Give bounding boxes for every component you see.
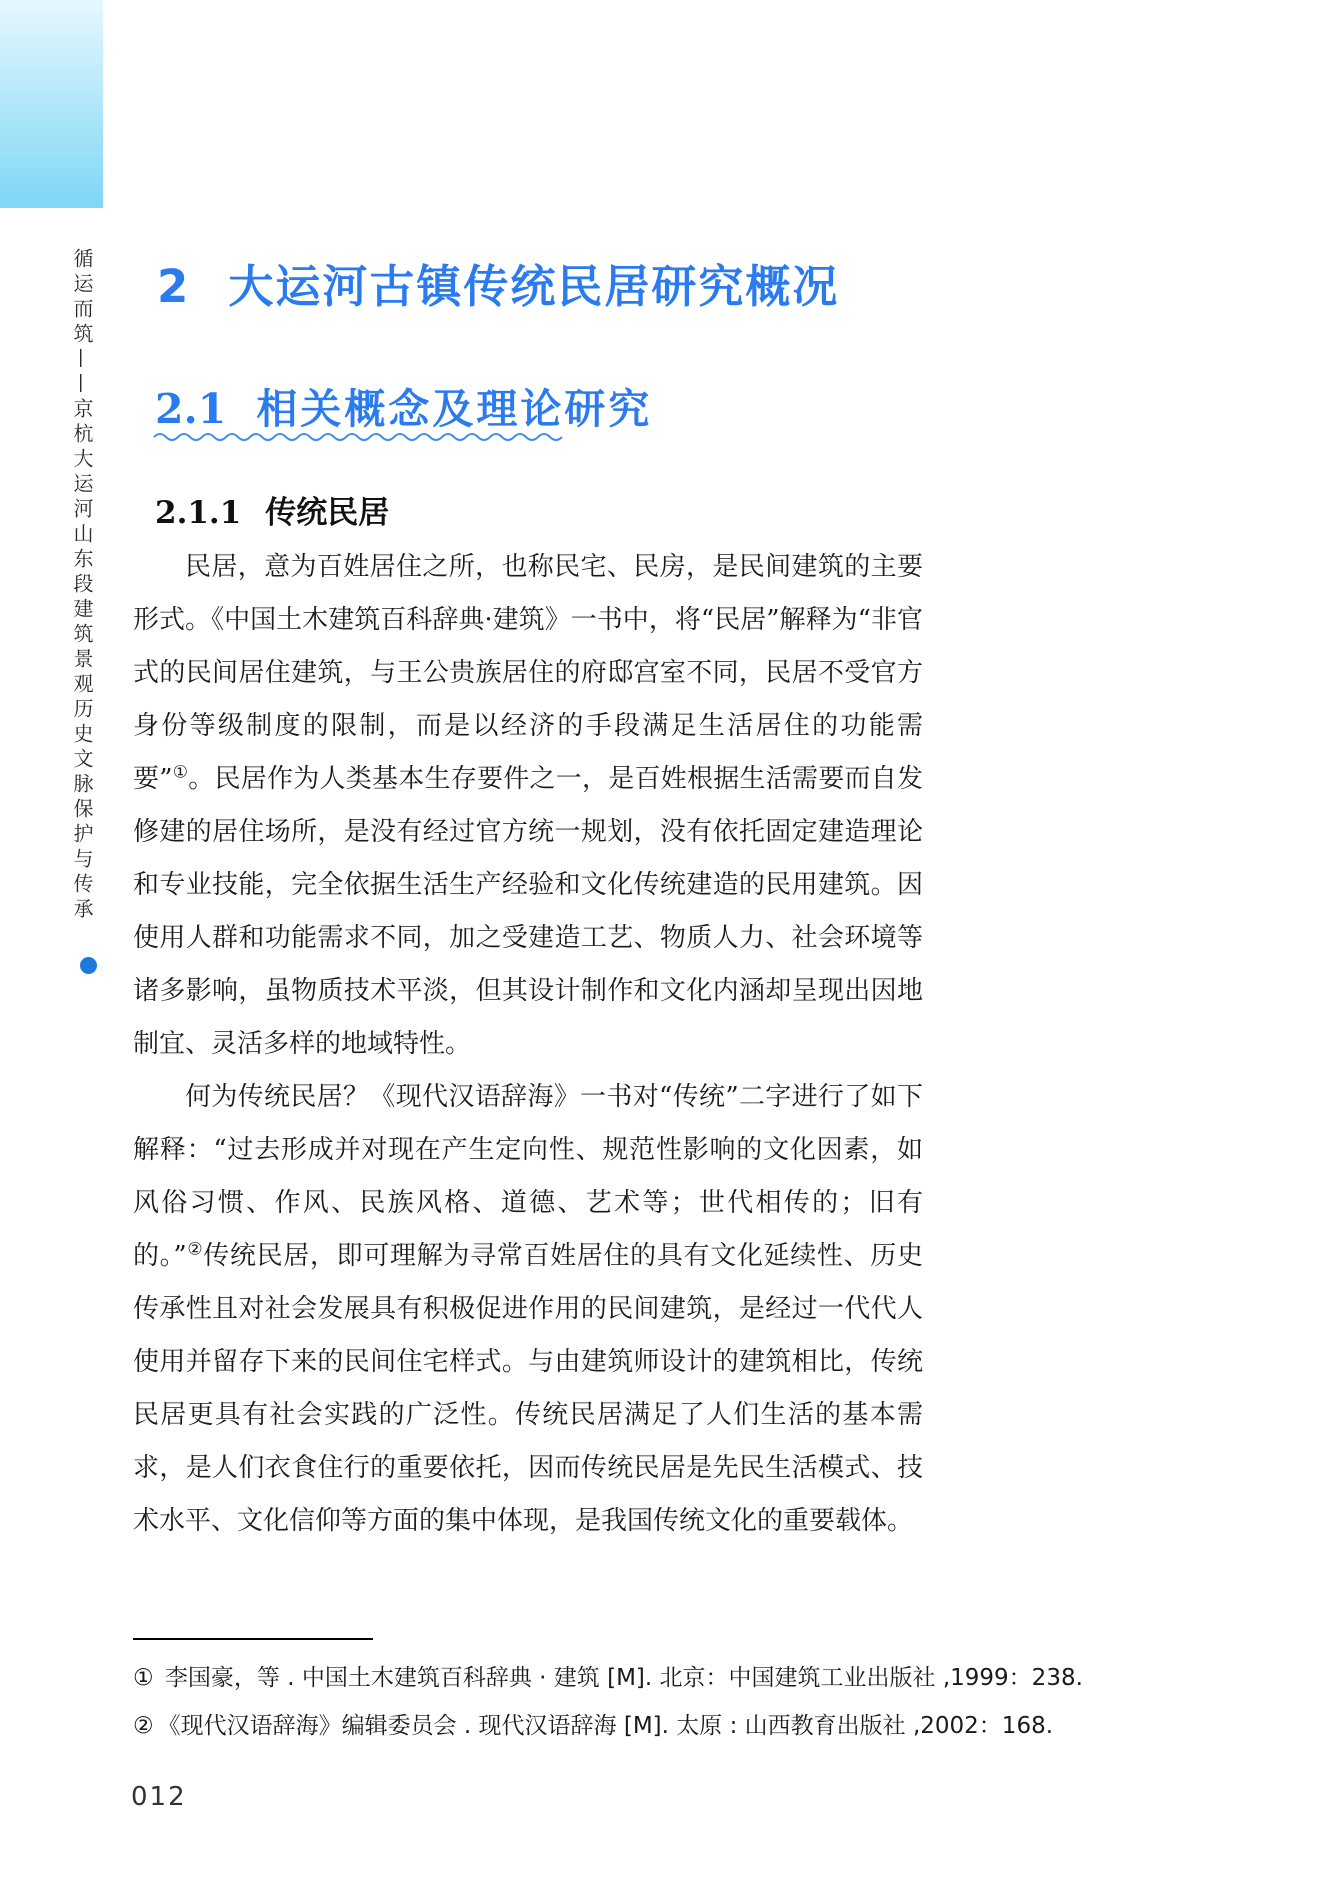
book-title-vertical: 循运而筑——京杭大运河山东段建筑景观历史文脉保护与传承 (70, 248, 94, 923)
footnote-text: 《现代汉语辞海》编辑委员会 . 现代汉语辞海 [M]. 太原 : 山西教育出版社 ,2002：168. (157, 1713, 1054, 1739)
paragraph-text: 传统民居，即可理解为寻常百姓居住的具有文化延续性、历史传承性且对社会发展具有积极促进作用的民间建筑，是经过一代代人使用并留存下来的民间住宅样式。与由建筑师设计的建筑相比，传统民居更具有社会实践的广泛性。传统民居满足了人们生活的基本需求，是人们衣食住行的重要依托，因而传统民居是先民生活模式、技术水平、文化信仰等方面的集中体现，是我国传统文化的重要载体。 (133, 1241, 923, 1536)
wavy-underline-decoration (153, 430, 565, 444)
section-heading (155, 376, 652, 435)
subsection-heading (155, 487, 389, 532)
chapter-heading (157, 250, 839, 315)
footnote-marker: ① (133, 1665, 154, 1691)
footnote-text: 李国豪，等 . 中国土木建筑百科辞典 · 建筑 [M]. 北京：中国建筑工业出版社 ,1999：238. (157, 1665, 1083, 1691)
chapter-title: 大运河古镇传统民居研究概况 (228, 260, 840, 313)
footnote-ref: ① (172, 762, 189, 783)
paragraph-text: 。民居作为人类基本生存要件之一，是百姓根据生活需要而自发修建的居住场所，是没有经过官方统一规划，没有依托固定建造理论和专业技能，完全依据生活生产经验和文化传统建造的民用建筑。因使用人群和功能需求不同，加之受建造工艺、物质人力、社会环境等诸多影响，虽物质技术平淡，但其设计制作和文化内涵却呈现出因地制宜、灵活多样的地域特性。 (133, 764, 923, 1059)
chapter-number: 2 (157, 260, 191, 313)
corner-gradient-decoration (0, 0, 103, 208)
body-paragraph (133, 541, 923, 1071)
footnotes-list (133, 1640, 1083, 1750)
body-paragraphs (133, 541, 923, 1548)
footnotes (133, 1638, 1083, 1750)
body-paragraph (133, 1071, 923, 1548)
section-title: 相关概念及理论研究 (256, 385, 653, 433)
footnote-item (133, 1654, 1083, 1702)
paragraph-text: 何为传统民居？《现代汉语辞海》一书对“传统”二字进行了如下解释：“过去形成并对现在产生定向性、规范性影响的文化因素，如风俗习惯、作风、民族风格、道德、艺术等；世代相传的；旧有的。” (133, 1082, 923, 1271)
footnote-ref: ② (186, 1239, 204, 1260)
page-number: 012 (131, 1782, 187, 1812)
wave-path (154, 434, 562, 440)
subsection-title: 传统民居 (265, 495, 390, 531)
footnote-marker: ② (133, 1713, 154, 1739)
section-number: 2.1 (155, 385, 227, 433)
subsection-number: 2.1.1 (155, 495, 242, 531)
paragraph-text: 民居，意为百姓居住之所，也称民宅、民房，是民间建筑的主要形式。《中国土木建筑百科辞典·建筑》一书中，将“民居”解释为“非官式的民间居住建筑，与王公贵族居住的府邸宫室不同，民居不受官方身份等级制度的限制，而是以经济的手段满足生活居住的功能需要” (133, 552, 923, 794)
footnote-item (133, 1702, 1054, 1750)
sidebar-dot (80, 957, 97, 974)
